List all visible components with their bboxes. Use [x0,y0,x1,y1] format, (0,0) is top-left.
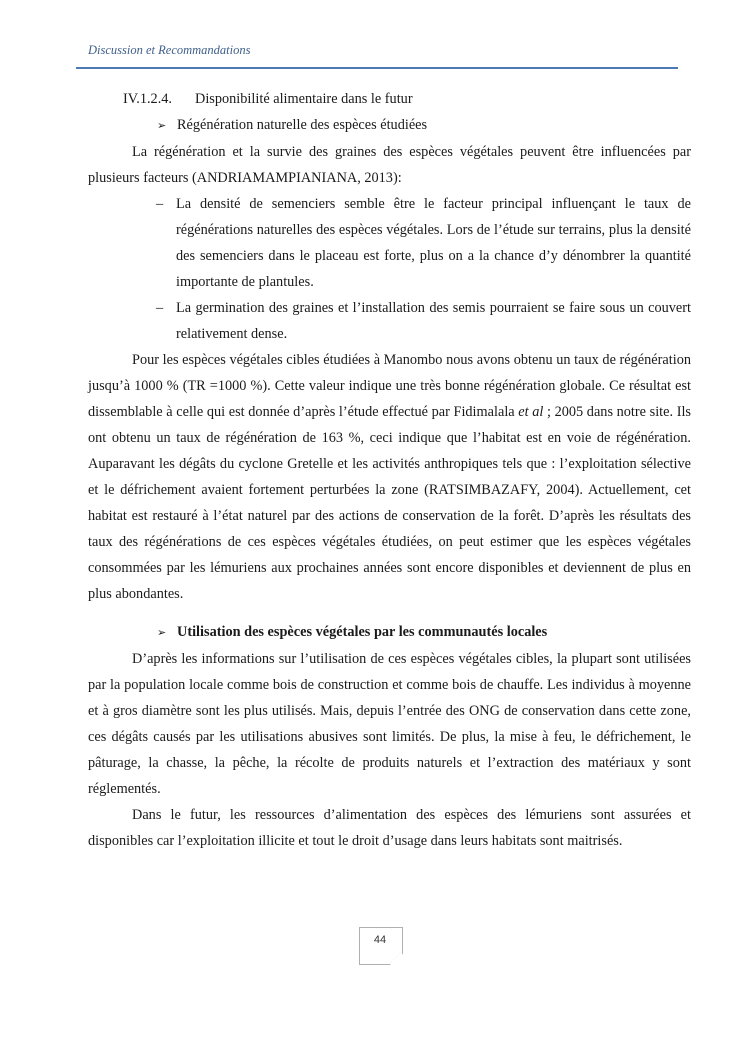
page-corner-fold [389,951,402,964]
section-title: Disponibilité alimentaire dans le futur [195,91,413,107]
future-paragraph: Dans le futur, les ressources d’alimentation des espèces des lémuriens sont assurées et disponibles car l’exploitation illicite et tout le droit d’usage dans leurs habitats sont maitrisés. [88,807,691,849]
page-number-box [359,927,403,965]
paragraph-text: Pour les espèces végétales cibles étudiées à Manombo nous avons obtenu un taux de régénération jusqu’à 1000 % (TR =1000 %). Cette valeur indique une très bonne régénération globale. Ce résultat est dissemblable à celle qui est donnée d’après l’étude effectué par Fidimalala [88,352,691,420]
header-divider [76,67,678,69]
list-item [88,295,691,347]
subsection-title: Régénération naturelle des espèces étudiées [177,117,428,133]
dash-bullet-icon: – [156,196,164,212]
paragraph-text: ; 2005 dans notre site. Ils ont obtenu un taux de régénération de 163 %, ceci indique que l’habitat est en voie de régénération. Auparavant les dégâts du cyclone Gretelle et les activités anthropiques tels que : l’exploitation sélective et le défrichement avaient fortement perturbées la zone (RATSIMBAZAFY, 2004). Actuellement, cet habitat est restauré à l’état naturel par des actions de conservation de la forêt. D’après les résultats des taux des régénérations de ces espèces végétales étudiées, on peut estimer que les espèces végétales consommées par les lémuriens aux prochaines années sont encore disponibles et deviennent de plus en plus abondantes. [88,404,691,602]
arrow-bullet-icon: ➢ [157,626,167,639]
citation-italic: et al [518,404,544,420]
usage-paragraph: D’après les informations sur l’utilisation de ces espèces végétales cibles, la plupart sont utilisées par la population locale comme bois de construction et comme bois de chauffe. Les individus à moyenne et à gros diamètre sont les plus utilisés. Mais, depuis l’entrée des ONG de conservation dans cette zone, ces dégâts causés par les utilisations abusives sont limités. De plus, la mise à feu, le défrichement, le pâturage, la chasse, la pêche, la récolte de produits naturels et l’extraction des matériaux y sont réglementés. [88,651,691,797]
page-body [88,86,691,854]
section-heading [88,86,691,112]
subsection-heading-usage [88,619,691,646]
list-item [88,191,691,295]
intro-paragraph: La régénération et la survie des graines des espèces végétales peuvent être influencées par plusieurs facteurs (ANDRIAMAMPIANIANA, 2013): [88,144,691,186]
subsection-title: Utilisation des espèces végétales par les communautés locales [177,624,548,640]
list-item-text: La densité de semenciers semble être le facteur principal influençant le taux de régénérations naturelles des espèces végétales. Lors de l’étude sur terrains, plus la densité des semenciers dans le placeau est forte, plus on a la chance d’y dénombrer la quantité importante de plantules. [176,196,691,290]
running-header: Discussion et Recommandations [88,43,251,57]
dash-bullet-icon: – [156,300,164,316]
subsection-heading-regeneration [88,112,691,139]
section-number: IV.1.2.4. [123,91,172,107]
regeneration-paragraph [88,347,691,607]
arrow-bullet-icon: ➢ [157,119,167,132]
list-item-text: La germination des graines et l’installation des semis pourraient se faire sous un couvert relativement dense. [176,300,691,342]
page-number: 44 [373,934,387,946]
